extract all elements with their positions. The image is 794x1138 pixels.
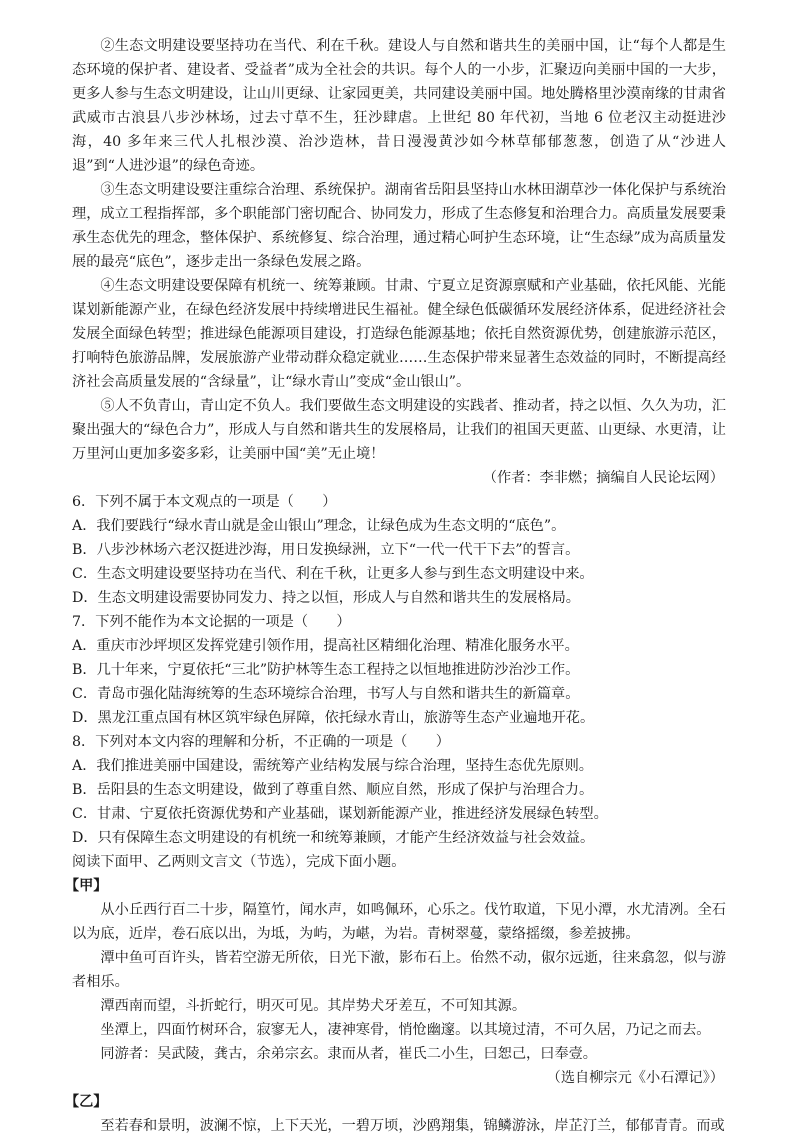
jia-paragraph-1: 从小丘西行百二十步，隔篁竹，闻水声，如鸣佩环，心乐之。伐竹取道，下见小潭，水尤清冽。全石以为底，近岸，卷石底以出，为坻，为屿，为嵁，为岩。青树翠蔓，蒙络摇缀，参差披拂。 [72, 902, 726, 942]
yi-paragraph-1: 至若春和景明，波澜不惊，上下天光，一碧万顷，沙鸥翔集，锦鳞游泳，岸芷汀兰，郁郁青青。而或 [100, 1118, 725, 1134]
question-option-d: D．黑龙江重点国有林区筑牢绿色屏障，依托绿水青山，旅游等生态产业遍地开花。 [72, 710, 595, 726]
jia-paragraph-4: 坐潭上，四面竹树环合，寂寥无人，凄神寒骨，悄怆幽邃。以其境过清，不可久居，乃记之而去。 [100, 1022, 711, 1038]
jia-paragraph-3: 潭西南而望，斗折蛇行，明灭可见。其岸势犬牙差互，不可知其源。 [100, 998, 527, 1014]
question-stem: 7．下列不能作为本文论据的一项是（ ） [72, 614, 351, 630]
question-option-d: D．只有保障生态文明建设的有机统一和统筹兼顾，才能产生经济效益与社会效益。 [72, 830, 595, 846]
question-option-c: C．生态文明建设要坚持功在当代、利在千秋，让更多人参与到生态文明建设中来。 [72, 566, 594, 582]
question-option-c: C．甘肃、宁夏依托资源优势和产业基础，谋划新能源产业，推进经济发展绿色转型。 [72, 806, 608, 822]
question-6 [72, 490, 726, 610]
jia-paragraph-2: 潭中鱼可百许头，皆若空游无所依，日光下澈，影布石上。佁然不动，俶尔远逝，往来翕忽，似与游者相乐。 [72, 950, 726, 990]
article-paragraph-4: ④生态文明建设要保障有机统一、统筹兼顾。甘肃、宁夏立足资源禀赋和产业基础，依托风能、光能谋划新能源产业，在绿色经济发展中持续增进民生福祉。健全绿色低碳循环发展经济体系，促进经济社会发展全面绿色转型；推进绿色能源项目建设，打造绿色能源基地；依托自然资源优势，创建旅游示范区，打响特色旅游品牌，发展旅游产业带动群众稳定就业……生态保护带来显著生态效益的同时，不断提高经济社会高质量发展的“含绿量”，让“绿水青山”变成“金山银山”。 [72, 278, 726, 390]
question-option-a: A．我们推进美丽中国建设，需统筹产业结构发展与综合治理，坚持生态优先原则。 [72, 758, 593, 774]
question-option-a: A．重庆市沙坪坝区发挥党建引领作用，提高社区精细化治理、精准化服务水平。 [72, 638, 579, 654]
article-paragraph-5: ⑤人不负青山，青山定不负人。我们要做生态文明建设的实践者、推动者，持之以恒、久久为功，汇聚出强大的“绿色合力”，形成人与自然和谐共生的发展格局，让我们的祖国天更蓝、山更绿、水更清，让万里河山更加多姿多彩，让美丽中国“美”无止境！ [72, 398, 726, 462]
question-7 [72, 610, 726, 730]
question-8 [72, 730, 726, 850]
question-option-a: A．我们要践行“绿水青山就是金山银山”理念，让绿色成为生态文明的“底色”。 [72, 518, 566, 534]
question-stem: 6．下列不属于本文观点的一项是（ ） [72, 494, 337, 510]
jia-source: （选自柳宗元《小石潭记》） [546, 1070, 724, 1086]
page-content [64, 34, 726, 1138]
question-option-d: D．生态文明建设需要协同发力、持之以恒，形成人与自然和谐共生的发展格局。 [72, 590, 580, 606]
article-paragraph-2: ②生态文明建设要坚持功在当代、利在千秋。建设人与自然和谐共生的美丽中国，让“每个人都是生态环境的保护者、建设者、受益者”成为全社会的共识。每个人的一小步，汇聚迈向美丽中国的一大步，更多人参与生态文明建设，让山川更绿、让家园更美，共同建设美丽中国。地处腾格里沙漠南缘的甘肃省武威市古浪县八步沙林场，过去寸草不生，狂沙肆虐。上世纪 80 年代初，当地 6 位老汉主动挺进沙海，40 多年来三代人扎根沙漠、治沙造林，昔日漫漫黄沙如今林草郁郁葱葱，创造了从“沙进人退”到“人进沙退”的绿色奇迹。 [72, 38, 726, 174]
question-option-c: C．青岛市强化陆海统筹的生态环境综合治理，书写人与自然和谐共生的新篇章。 [72, 686, 580, 702]
question-stem: 8．下列对本文内容的理解和分析，不正确的一项是（ ） [72, 734, 450, 750]
section-heading-yi: 【乙】 [64, 1094, 108, 1110]
question-option-b: B．岳阳县的生态文明建设，做到了尊重自然、顺应自然，形成了保护与治理合力。 [72, 782, 594, 798]
article-attribution: （作者：李非燃；摘编自人民论坛网） [482, 470, 724, 486]
question-option-b: B．几十年来，宁夏依托“三北”防护林等生态工程持之以恒地推进防沙治沙工作。 [72, 662, 580, 678]
question-option-b: B．八步沙林场六老汉挺进沙海，用日发换绿洲，立下“一代一代干下去”的誓言。 [72, 542, 580, 558]
reading-instructions: 阅读下面甲、乙两则文言文（节选），完成下面小题。 [72, 854, 406, 870]
jia-paragraph-5: 同游者：吴武陵，龚古，余弟宗玄。隶而从者，崔氏二小生，曰恕己，曰奉壹。 [100, 1046, 597, 1062]
article-paragraph-3: ③生态文明建设要注重综合治理、系统保护。湖南省岳阳县坚持山水林田湖草沙一体化保护与系统治理，成立工程指挥部，多个职能部门密切配合、协同发力，形成了生态修复和治理合力。高质量发展要秉承生态优先的理念，整体保护、系统修复、综合治理，通过精心呵护生态环境，让“生态绿”成为高质量发展的最亮“底色”，逐步走出一条绿色发展之路。 [72, 182, 726, 270]
section-heading-jia: 【甲】 [64, 878, 108, 894]
